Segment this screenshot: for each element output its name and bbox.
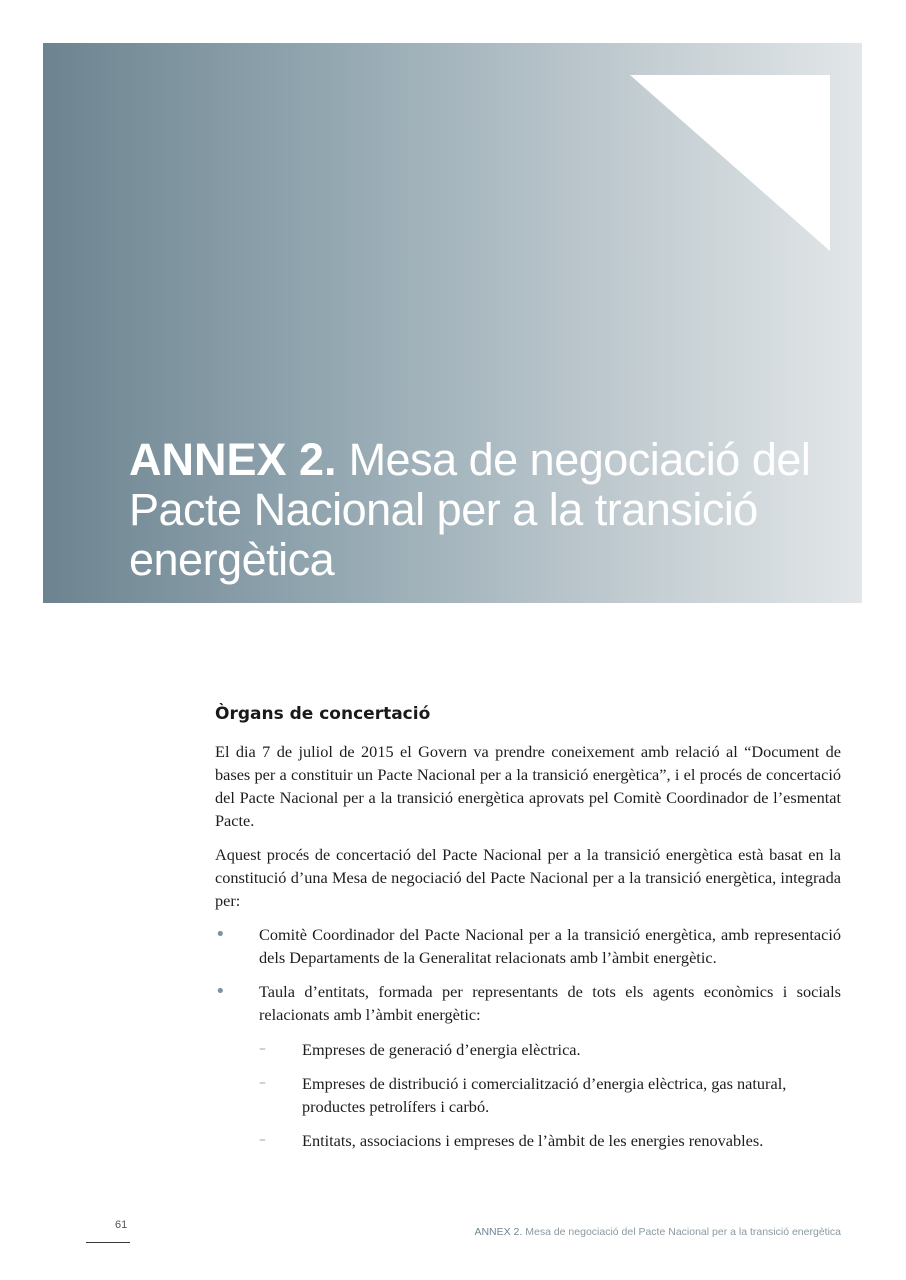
annex-title: Mesa de negociació del Pacte Nacional per a la transició energètica: [129, 434, 811, 586]
main-content: [215, 704, 841, 1163]
dash-icon: –: [259, 1132, 266, 1148]
paragraph-2: Aquest procés de concertació del Pacte Nacional per a la transició energètica està basat en la constitució d’una Mesa de negociació del Pacte Nacional per a la transició energètica, integrada per:: [215, 845, 841, 910]
sub-list: [259, 1038, 841, 1152]
bullet-icon: •: [215, 924, 226, 945]
dash-icon: –: [259, 1075, 266, 1091]
footer-title: Mesa de negociació del Pacte Nacional per a la transició energètica: [522, 1226, 841, 1238]
list-item: [215, 923, 841, 969]
list-item-text: Taula d’entitats, formada per representants de tots els agents econòmics i socials relacionats amb l’àmbit energètic:: [259, 982, 841, 1024]
sub-list-item: [259, 1072, 841, 1118]
footer-annex-label: ANNEX 2.: [474, 1226, 523, 1238]
bullet-icon: •: [215, 981, 226, 1002]
bullet-list: [215, 923, 841, 1152]
annex-label: ANNEX 2.: [129, 434, 337, 486]
page-title: [129, 435, 829, 585]
list-item: [215, 980, 841, 1152]
page-number: 61: [115, 1219, 128, 1231]
section-heading: Òrgans de concertació: [215, 704, 431, 724]
dash-icon: –: [259, 1041, 266, 1057]
paragraph-1: El dia 7 de juliol de 2015 el Govern va prendre coneixement amb relació al “Document de bases per a constituir un Pacte Nacional per a la transició energètica”, i el procés de concertació del Pacte Nacional per a la transició energètica aprovats pel Comitè Coordinador de l’esmentat Pacte.: [215, 742, 841, 830]
title-banner: [43, 43, 862, 603]
sub-list-item-text: Entitats, associacions i empreses de l’àmbit de les energies renovables.: [302, 1131, 764, 1150]
running-footer: [474, 1226, 841, 1238]
sub-list-item-text: Empreses de generació d’energia elèctrica.: [302, 1040, 581, 1059]
page-number-rule: [86, 1242, 130, 1243]
sub-list-item: [259, 1129, 841, 1152]
sub-list-item-text: Empreses de distribució i comercialització d’energia elèctrica, gas natural, productes petrolífers i carbó.: [302, 1074, 787, 1116]
list-item-text: Comitè Coordinador del Pacte Nacional per a la transició energètica, amb representació dels Departaments de la Generalitat relacionats amb l’àmbit energètic.: [259, 925, 841, 967]
corner-triangle-icon: [630, 75, 830, 251]
sub-list-item: [259, 1038, 841, 1061]
